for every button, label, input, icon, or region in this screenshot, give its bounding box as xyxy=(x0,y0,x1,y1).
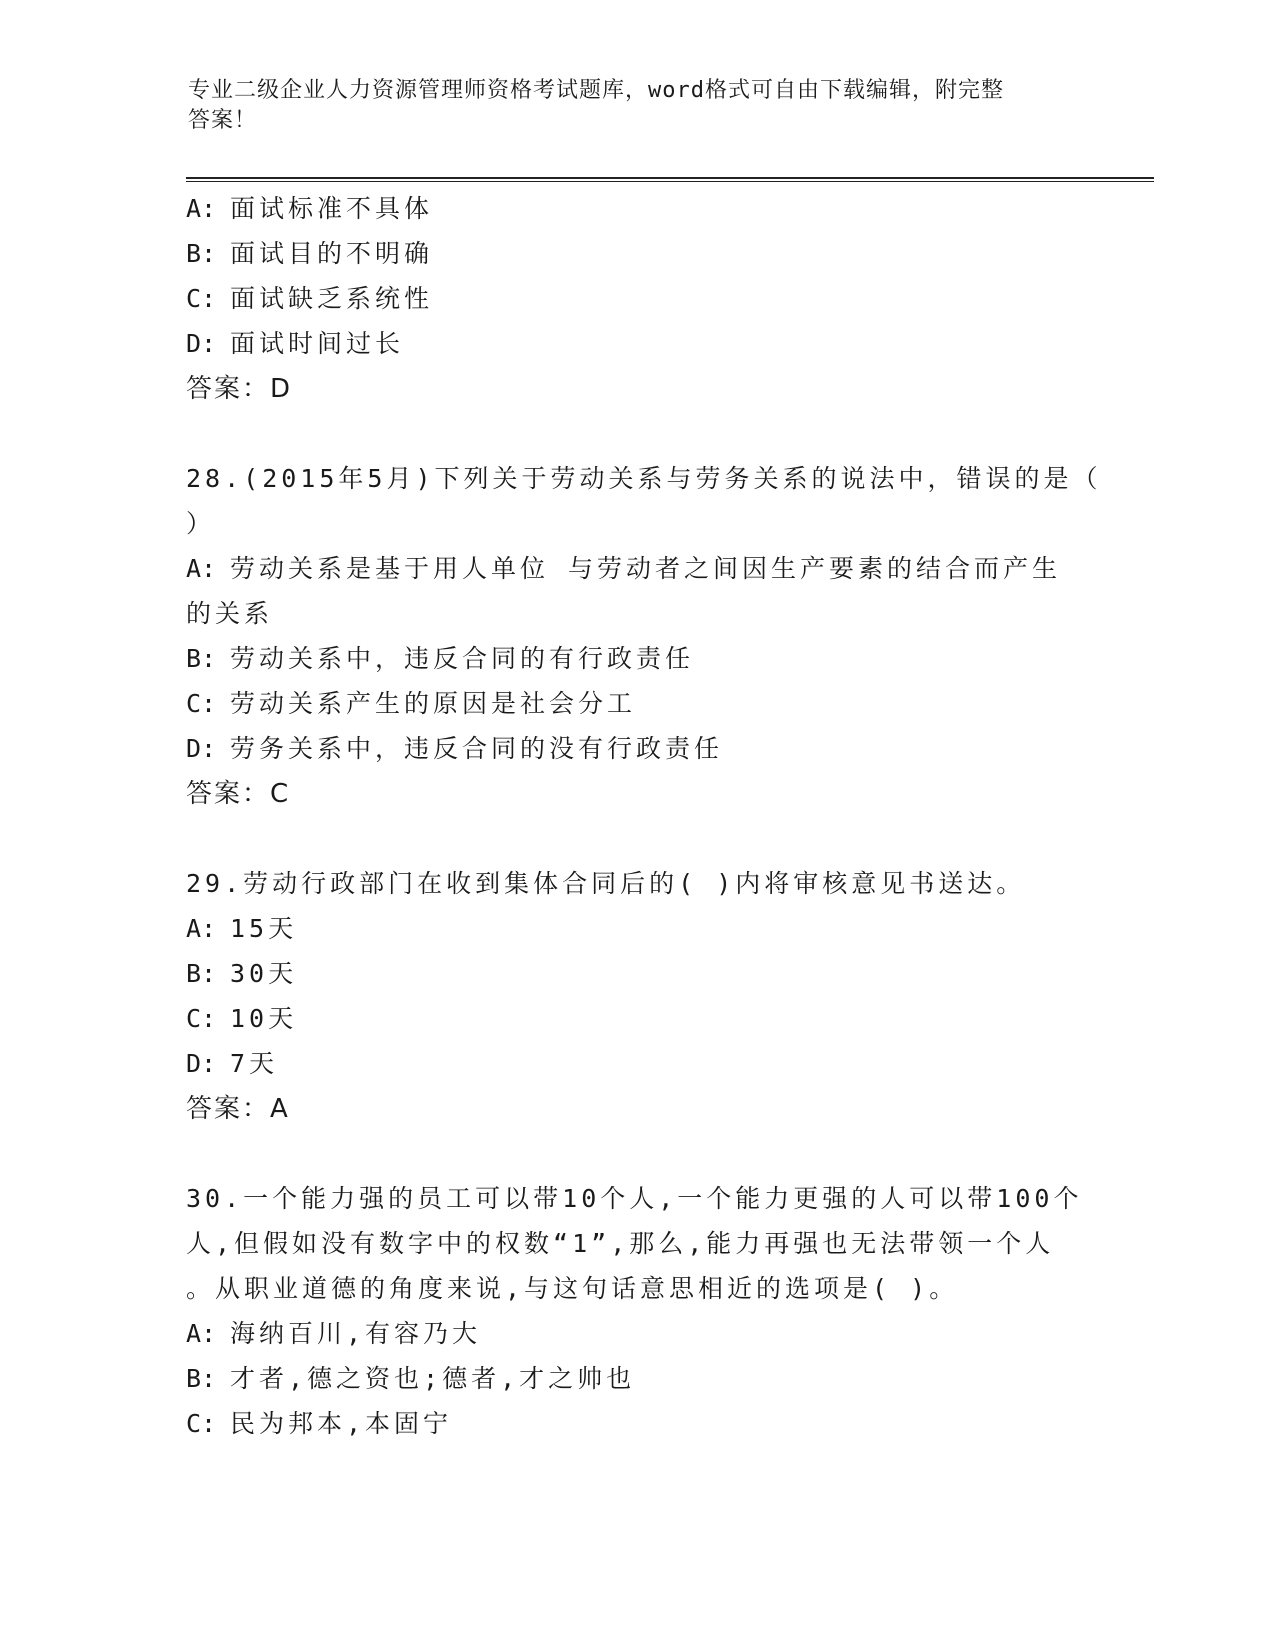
q30-stem-line-3: 。从职业道德的角度来说,与这句话意思相近的选项是( )。 xyxy=(186,1274,959,1303)
prev-answer: 答案：D xyxy=(186,374,293,404)
q30-option-b: B: 才者,德之资也;德者,才之帅也 xyxy=(186,1364,636,1393)
q29-option-c: C: 10天 xyxy=(186,1004,298,1033)
prev-option-b: B: 面试目的不明确 xyxy=(186,239,434,268)
header-title-line-2: 答案！ xyxy=(188,108,258,133)
header-title-line-1: 专业二级企业人力资源管理师资格考试题库，word格式可自由下载编辑，附完整 xyxy=(188,78,1004,103)
q30-option-c: C: 民为邦本,本固宁 xyxy=(186,1409,453,1438)
q29-answer: 答案：A xyxy=(186,1094,290,1124)
q28-option-a: A: 劳动关系是基于用人单位 与劳动者之间因生产要素的结合而产生 xyxy=(186,554,1062,583)
q28-stem-line-1: 28.(2015年5月)下列关于劳动关系与劳务关系的说法中，错误的是（ xyxy=(186,464,1102,493)
q29-option-d: D: 7天 xyxy=(186,1049,279,1078)
q29-stem: 29.劳动行政部门在收到集体合同后的( )内将审核意见书送达。 xyxy=(186,869,1026,898)
header-rule-thin xyxy=(186,181,1154,182)
prev-option-a: A: 面试标准不具体 xyxy=(186,194,434,223)
document-header xyxy=(188,76,1068,136)
q28-option-d: D: 劳务关系中，违反合同的没有行政责任 xyxy=(186,734,724,763)
header-rule-thick xyxy=(186,177,1154,179)
prev-option-d: D: 面试时间过长 xyxy=(186,329,405,358)
q28-stem-line-2: ） xyxy=(186,509,216,538)
q30-option-a: A: 海纳百川,有容乃大 xyxy=(186,1319,482,1348)
q28-answer: 答案：C xyxy=(186,779,291,809)
q30-stem-line-1: 30.一个能力强的员工可以带10个人,一个能力更强的人可以带100个 xyxy=(186,1184,1083,1213)
q28-option-c: C: 劳动关系产生的原因是社会分工 xyxy=(186,689,637,718)
q29-option-b: B: 30天 xyxy=(186,959,298,988)
prev-option-c: C: 面试缺乏系统性 xyxy=(186,284,434,313)
q28-option-b: B: 劳动关系中，违反合同的有行政责任 xyxy=(186,644,695,673)
q29-option-a: A: 15天 xyxy=(186,914,298,943)
q30-stem-line-2: 人,但假如没有数字中的权数“1”,那么,能力再强也无法带领一个人 xyxy=(186,1229,1055,1258)
q28-option-a-line-2: 的关系 xyxy=(186,599,274,628)
